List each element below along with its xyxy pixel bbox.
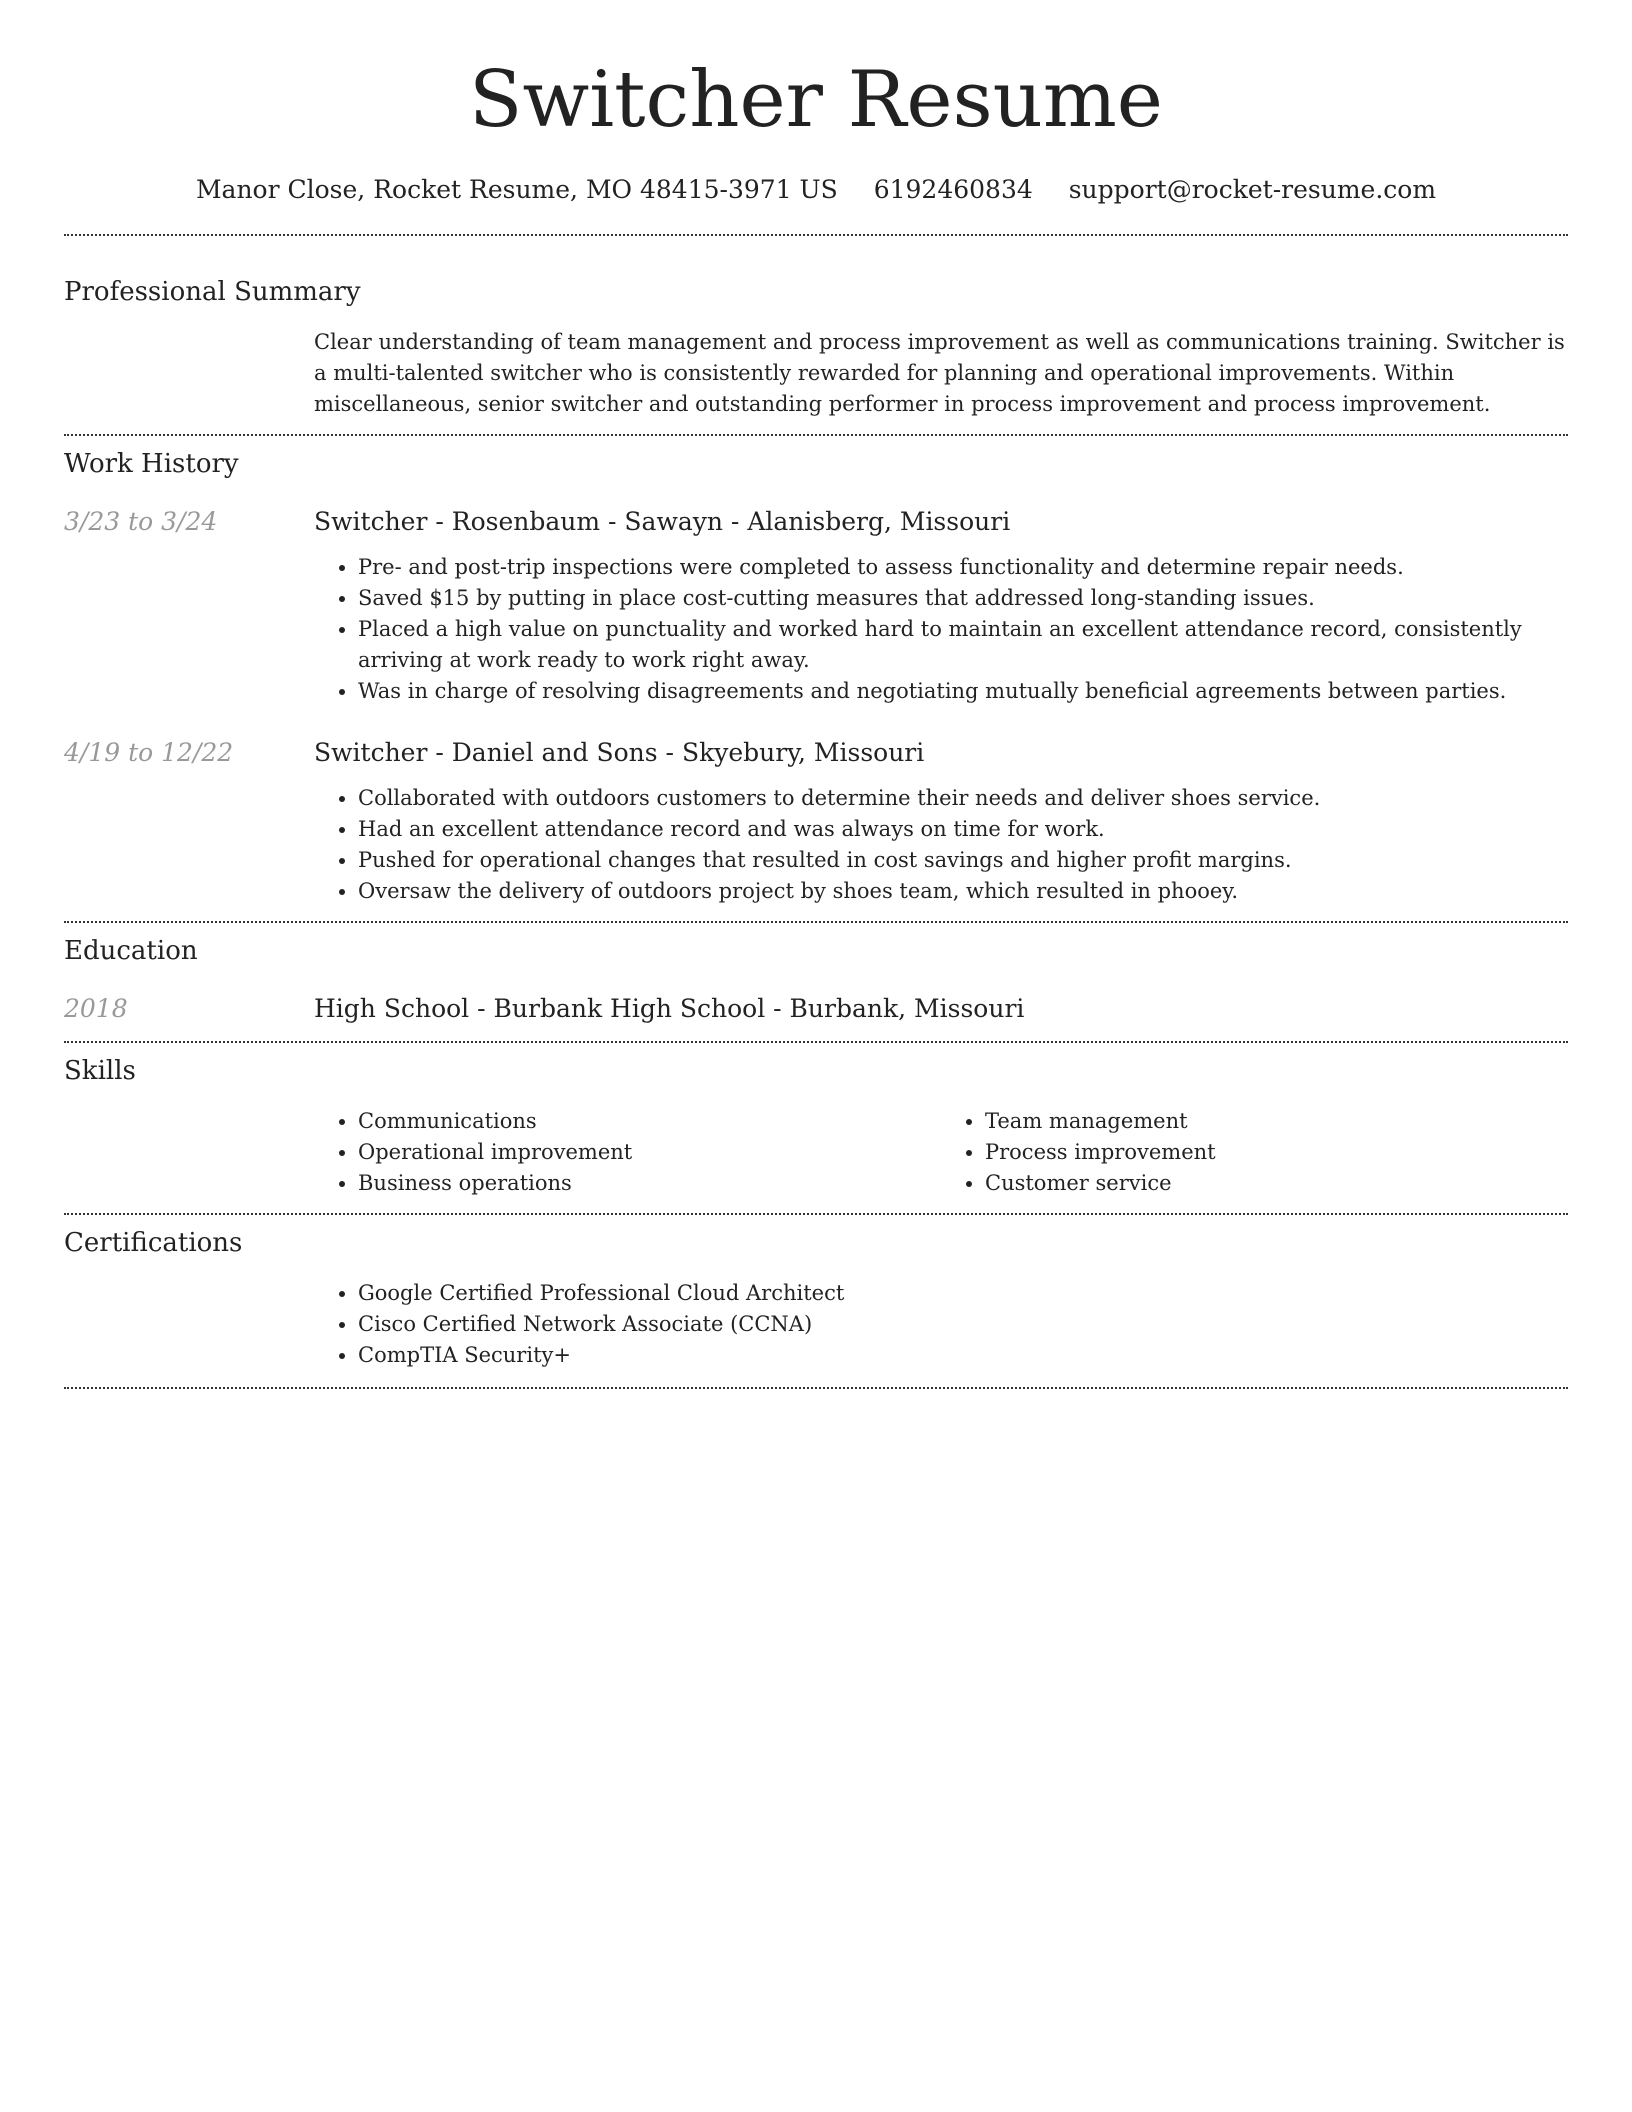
education-heading: High School - Burbank High School - Burbank, Missouri (314, 994, 1025, 1023)
contact-address: Manor Close, Rocket Resume, MO 48415-3971 US (195, 175, 838, 204)
summary-text: Clear understanding of team management and process improvement as well as communications training. Switcher is a multi-talented switcher who is consistently rewarded for planning and operational improvements. Within miscellaneous, senior switcher and outstanding performer in process improvement and process improvement. (314, 330, 1565, 416)
job-dates: 3/23 to 3/24 (64, 507, 218, 536)
divider (64, 1387, 1568, 1389)
list-item: • Saved $15 by putting in place cost-cutting measures that addressed long-standing issues. (358, 583, 1568, 614)
skill-item: • Operational improvement (358, 1137, 941, 1168)
contact-phone: 6192460834 (873, 175, 1033, 204)
job-dates: 4/19 to 12/22 (64, 738, 234, 767)
education-section (64, 923, 1568, 1027)
job-heading: Switcher - Daniel and Sons - Skyebury, Missouri (314, 738, 925, 767)
skill-item: • Process improvement (985, 1137, 1568, 1168)
skills-column (941, 1106, 1568, 1199)
job-entry (64, 735, 1568, 907)
section-title-certifications: Certifications (64, 1228, 243, 1258)
certification-item: • Google Certified Professional Cloud Architect (358, 1278, 1568, 1309)
certifications-column (314, 1278, 1568, 1371)
section-title-skills: Skills (64, 1056, 136, 1086)
certification-item: • Cisco Certified Network Associate (CCNA) (358, 1309, 1568, 1340)
summary-section (64, 236, 1568, 420)
list-item: • Placed a high value on punctuality and worked hard to maintain an excellent attendance record, consistently arriving at work ready to work right away. (358, 614, 1568, 676)
job-heading: Switcher - Rosenbaum - Sawayn - Alanisberg, Missouri (314, 507, 1011, 536)
certification-item: • CompTIA Security+ (358, 1340, 1568, 1371)
certifications-section (64, 1215, 1568, 1371)
section-title-summary: Professional Summary (64, 277, 361, 307)
skills-list (314, 1106, 1568, 1199)
certifications-list (314, 1278, 1568, 1371)
list-item: • Pre- and post-trip inspections were completed to assess functionality and determine repair needs. (358, 552, 1568, 583)
list-item: • Had an excellent attendance record and was always on time for work. (358, 814, 1568, 845)
resume-title: Switcher Resume (469, 55, 1163, 145)
job-bullets (314, 783, 1568, 907)
skill-item: • Business operations (358, 1168, 941, 1199)
education-year: 2018 (64, 994, 128, 1023)
list-item: • Was in charge of resolving disagreements and negotiating mutually beneficial agreements between parties. (358, 676, 1568, 707)
resume-page (64, 0, 1568, 1389)
list-item: • Pushed for operational changes that resulted in cost savings and higher profit margins. (358, 845, 1568, 876)
work-section (64, 436, 1568, 907)
section-title-work: Work History (64, 449, 239, 479)
list-item: • Oversaw the delivery of outdoors project by shoes team, which resulted in phooey. (358, 876, 1568, 907)
contact-line (64, 172, 1568, 208)
skills-section (64, 1043, 1568, 1199)
contact-email[interactable]: support@rocket-resume.com (1068, 175, 1437, 204)
list-item: • Collaborated with outdoors customers to determine their needs and deliver shoes service. (358, 783, 1568, 814)
education-entry (64, 991, 1568, 1027)
skill-item: • Team management (985, 1106, 1568, 1137)
skill-item: • Communications (358, 1106, 941, 1137)
skill-item: • Customer service (985, 1168, 1568, 1199)
job-bullets (314, 552, 1568, 707)
skills-column (314, 1106, 941, 1199)
section-title-education: Education (64, 936, 198, 966)
job-entry (64, 504, 1568, 707)
